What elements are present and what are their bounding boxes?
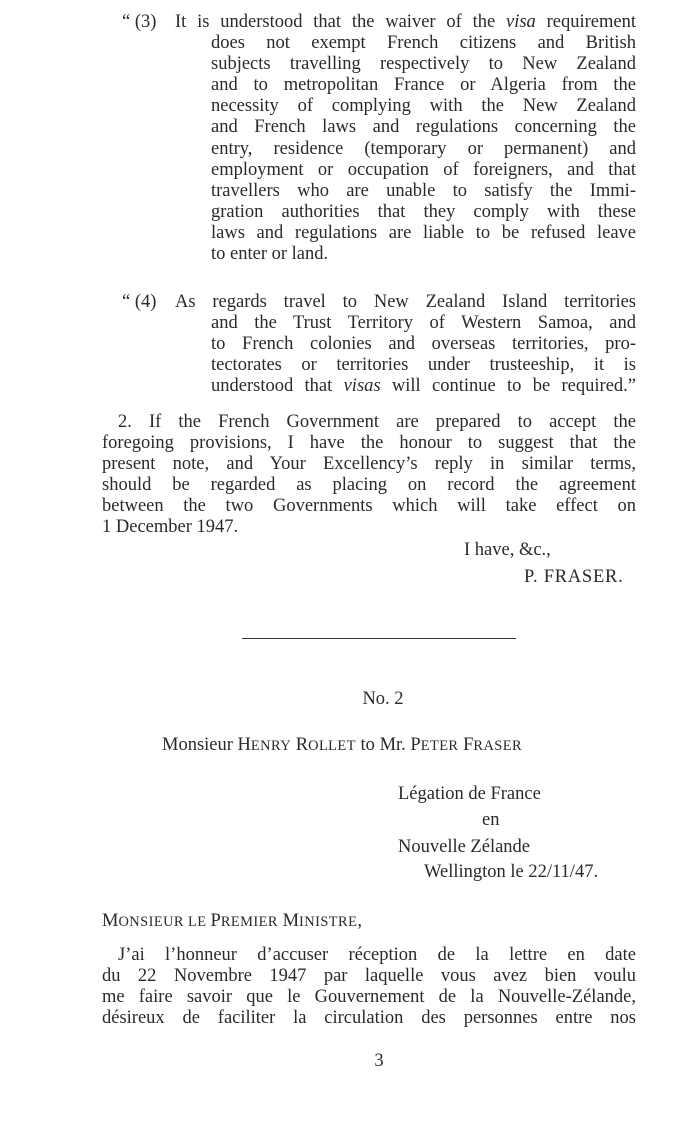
section-divider <box>242 638 516 639</box>
from-to-line: Monsieur HENRY ROLLET to Mr. PETER FRASER <box>162 735 523 755</box>
clause-4-line-5: understood that visas will continue to be required.” <box>211 376 636 397</box>
clause-3-line-7: entry, residence (temporary or permanent) and <box>211 138 636 159</box>
paragraph-2 <box>102 412 636 539</box>
signature: P. FRASER. <box>524 567 624 587</box>
paragraph-2-line-1: 2. If the French Government are prepared to accept the <box>118 412 636 432</box>
clause-3-line-2: does not exempt French citizens and British <box>211 33 636 54</box>
clause-3-number: “ (3) <box>122 12 157 32</box>
paragraph-2-line-5: between the two Governments which will take effect on <box>102 496 636 517</box>
clause-4-line-3: to French colonies and overseas territories, pro- <box>211 334 636 355</box>
clause-3-line-4: and to metropolitan France or Algeria from the <box>211 75 636 96</box>
clause-3-line-10: gration authorities that they comply with these <box>211 201 636 222</box>
clause-4 <box>122 292 636 397</box>
clause-3-line-8: employment or occupation of foreigners, and that <box>211 159 636 180</box>
clause-4-line-2: and the Trust Territory of Western Samoa, and <box>211 313 636 334</box>
french-line-4: désireux de faciliter la circulation des personnes entre nos <box>102 1008 636 1029</box>
closing-formula: I have, &c., <box>464 540 551 560</box>
clause-3-line-11: laws and regulations are liable to be refused leave <box>211 222 636 243</box>
clause-3-line-1: It is understood that the waiver of the visa requirement <box>175 12 636 32</box>
clause-3 <box>122 12 636 265</box>
clause-3-line-6: and French laws and regulations concerning the <box>211 117 636 138</box>
address-date: Wellington le 22/11/47. <box>424 862 599 882</box>
clause-3-line-3: subjects travelling respectively to New Zealand <box>211 54 636 75</box>
clause-4-line-1: As regards travel to New Zealand Island territories <box>175 292 636 312</box>
paragraph-2-line-4: should be regarded as placing on record the agreement <box>102 475 636 496</box>
clause-4-number: “ (4) <box>122 292 157 312</box>
french-line-2: du 22 Novembre 1947 par laquelle vous avez bien voulu <box>102 966 636 987</box>
clause-3-line-12: to enter or land. <box>211 244 329 265</box>
salutation: MONSIEUR LE PREMIER MINISTRE, <box>102 911 362 931</box>
paragraph-2-line-3: present note, and Your Excellency’s reply in similar terms, <box>102 454 636 475</box>
french-line-1: J’ai l’honneur d’accuser réception de la lettre en date <box>118 945 636 965</box>
paragraph-2-line-2: foregoing provisions, I have the honour to suggest that the <box>102 433 636 454</box>
french-line-3: me faire savoir que le Gouvernement de la Nouvelle-Zélande, <box>102 987 636 1008</box>
clause-3-line-9: travellers who are unable to satisfy the Immi- <box>211 180 636 201</box>
french-paragraph <box>102 945 636 1029</box>
clause-3-line-5: necessity of complying with the New Zealand <box>211 96 636 117</box>
clause-4-line-4: tectorates or territories under trusteeship, it is <box>211 355 636 376</box>
page-number: 3 <box>374 1051 384 1071</box>
paragraph-2-line-6: 1 December 1947. <box>102 517 239 538</box>
address-line-3: Nouvelle Zélande <box>398 837 531 857</box>
address-line-2: en <box>482 810 500 830</box>
address-line-1: Légation de France <box>398 784 541 804</box>
document-number: No. 2 <box>362 689 404 709</box>
